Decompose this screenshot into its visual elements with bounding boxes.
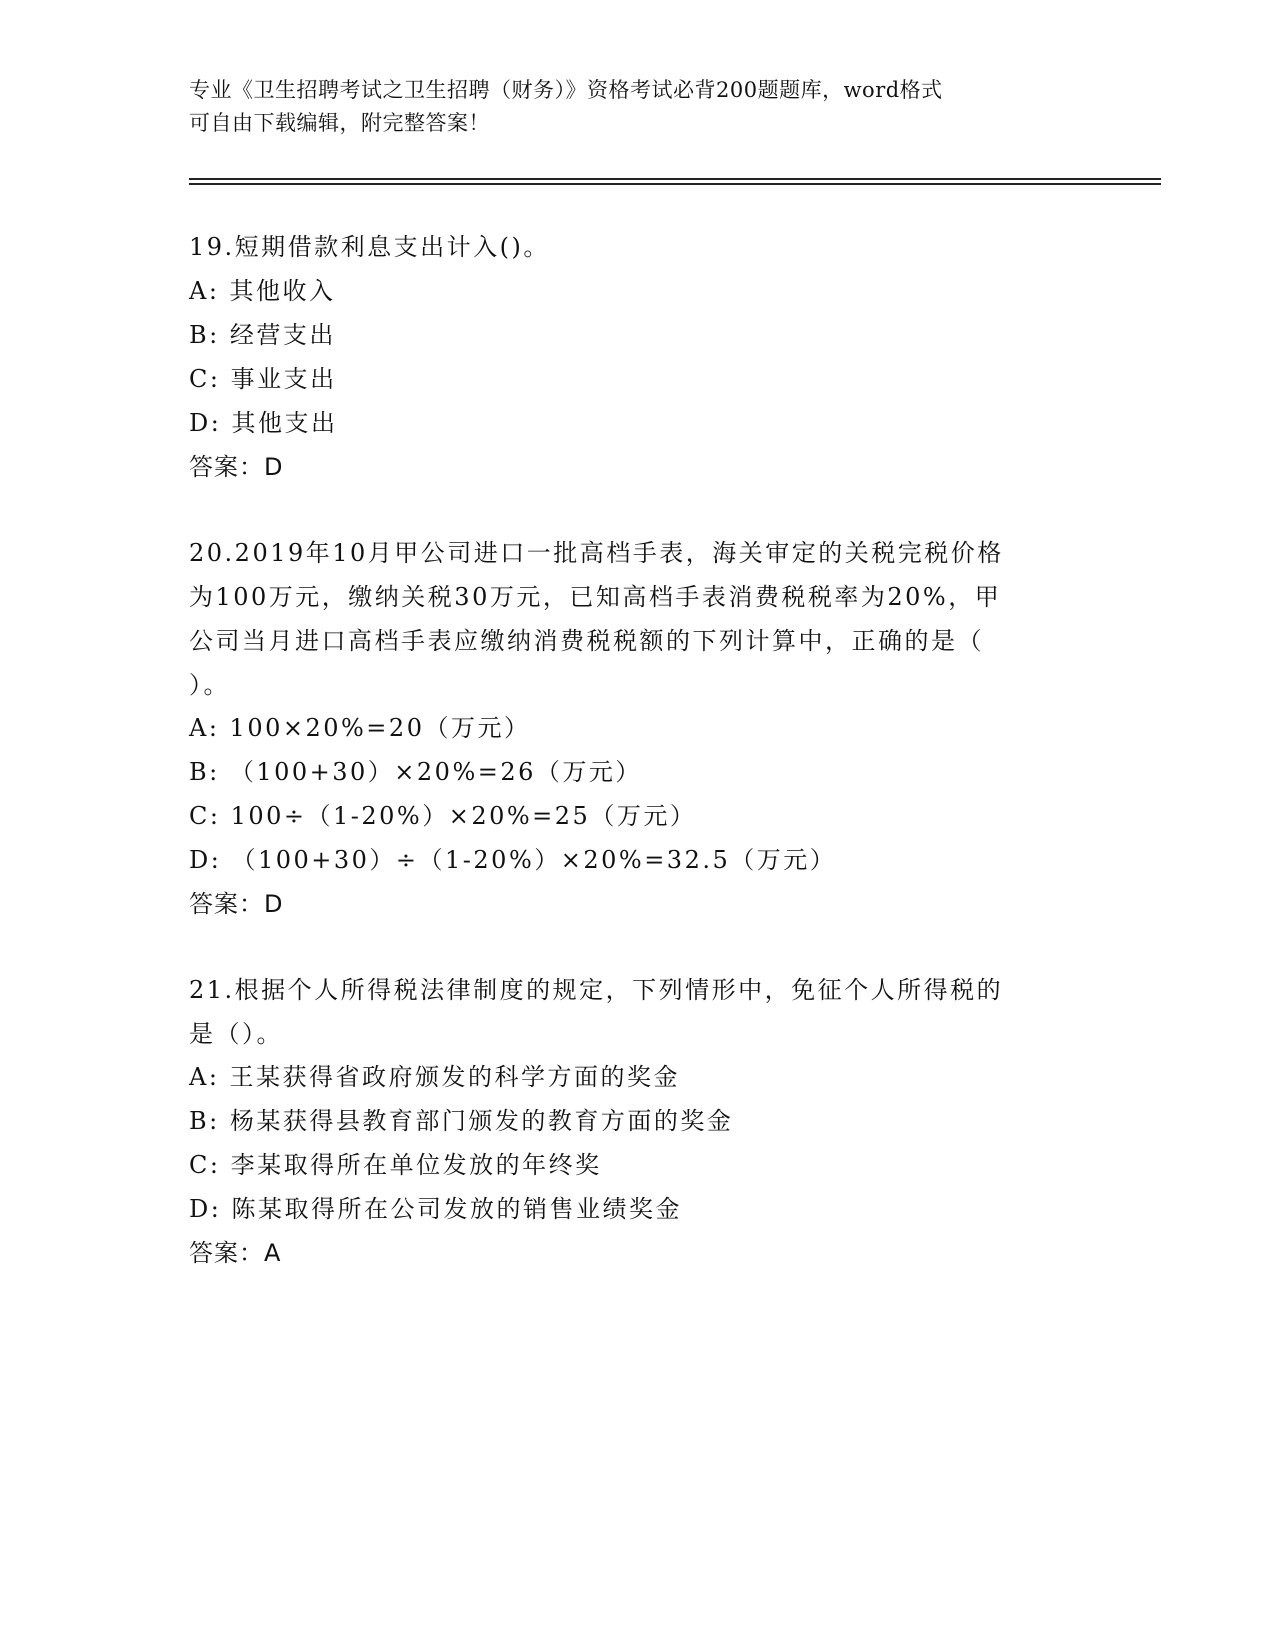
question-21-option-d: D: 陈某取得所在公司发放的销售业绩奖金 bbox=[189, 1195, 682, 1223]
question-21-option-a: A: 王某获得省政府颁发的科学方面的奖金 bbox=[189, 1063, 681, 1091]
header-line-2: 可自由下载编辑，附完整答案！ bbox=[189, 111, 490, 135]
question-20-stem-line-4: ）。 bbox=[189, 671, 230, 699]
document-header bbox=[189, 74, 1089, 140]
question-20-option-d: D: （100+30）÷（1-20%）×20%=32.5（万元） bbox=[189, 846, 837, 874]
question-20-option-a: A: 100×20%=20（万元） bbox=[189, 714, 531, 742]
question-20-option-c: C: 100÷（1-20%）×20%=25（万元） bbox=[189, 802, 697, 830]
question-19-option-d: D: 其他支出 bbox=[189, 409, 338, 437]
question-21-answer: 答案：A bbox=[189, 1239, 282, 1267]
question-19-option-c: C: 事业支出 bbox=[189, 365, 337, 393]
question-20-option-b: B: （100+30）×20%=26（万元） bbox=[189, 758, 642, 786]
header-line-1: 专业《卫生招聘考试之卫生招聘（财务）》资格考试必背200题题库，word格式 bbox=[189, 78, 943, 102]
question-19-option-b: B: 经营支出 bbox=[189, 321, 336, 349]
question-20-answer: 答案：D bbox=[189, 890, 284, 918]
question-19-stem-line-1: 19.短期借款利息支出计入()。 bbox=[189, 233, 550, 261]
question-21-option-c: C: 李某取得所在单位发放的年终奖 bbox=[189, 1151, 602, 1179]
question-19-option-a: A: 其他收入 bbox=[189, 277, 336, 305]
question-20-stem-line-1: 20.2019年10月甲公司进口一批高档手表，海关审定的关税完税价格 bbox=[189, 539, 1004, 567]
question-21-option-b: B: 杨某获得县教育部门颁发的教育方面的奖金 bbox=[189, 1107, 734, 1135]
header-divider-bottom bbox=[189, 183, 1161, 185]
header-divider-top bbox=[189, 178, 1161, 180]
question-19-answer: 答案：D bbox=[189, 453, 284, 481]
question-20-stem-line-2: 为100万元，缴纳关税30万元，已知高档手表消费税税率为20%，甲 bbox=[189, 583, 1002, 611]
question-20-stem-line-3: 公司当月进口高档手表应缴纳消费税税额的下列计算中，正确的是（ bbox=[189, 627, 984, 655]
question-21-stem-line-1: 21.根据个人所得税法律制度的规定，下列情形中，免征个人所得税的 bbox=[189, 976, 1004, 1004]
question-21-stem-line-2: 是（）。 bbox=[189, 1020, 283, 1048]
